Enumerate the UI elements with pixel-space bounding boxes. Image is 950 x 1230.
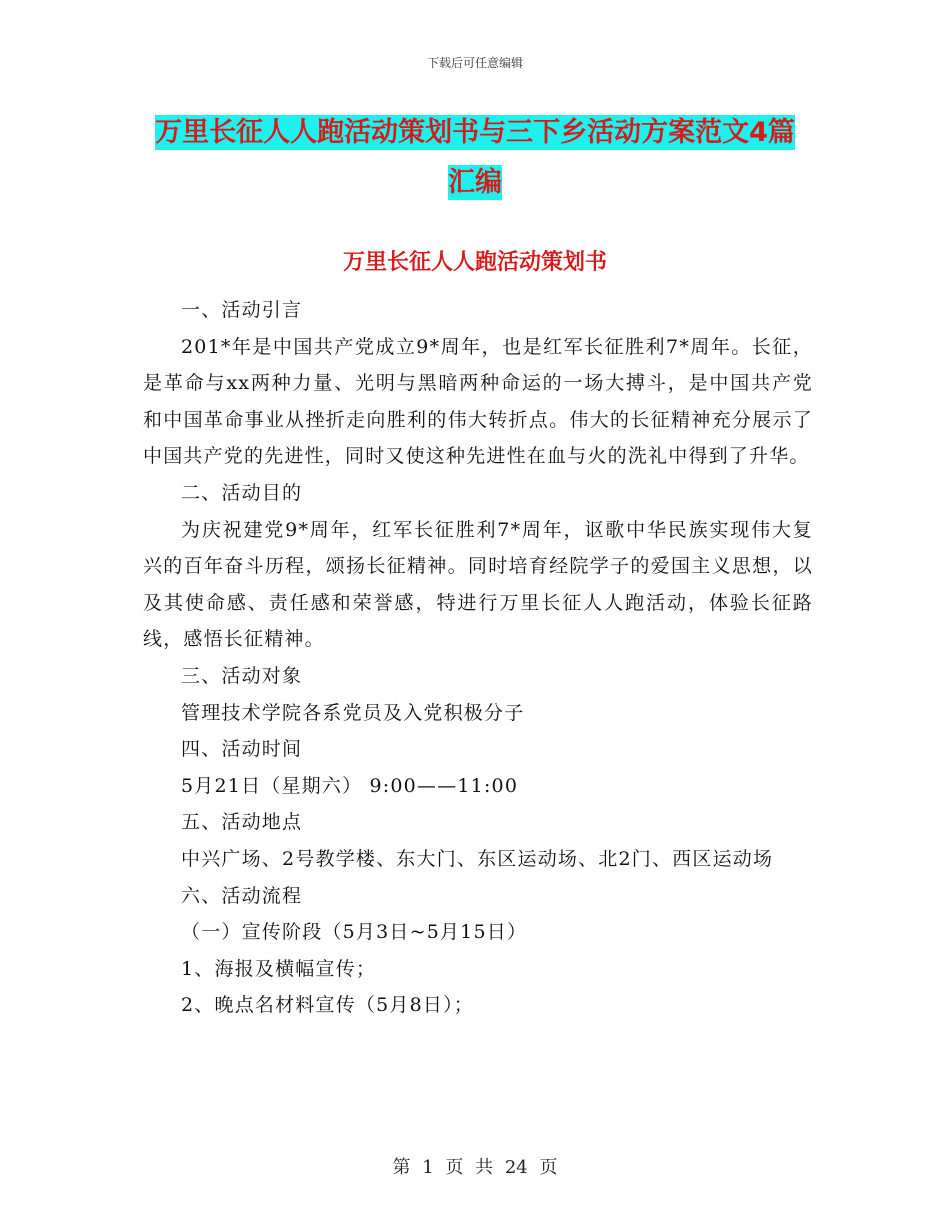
header-note: 下载后可任意编辑 [426,56,523,70]
page-number: 第 1 页 共 24 页 [392,1157,558,1178]
list-item-rollcall: 2、晚点名材料宣传（5月8日）； [181,994,474,1017]
heading-participants: 三、活动对象 [181,664,303,687]
paragraph-purpose: 为庆祝建党9*周年，红军长征胜利7*周年，讴歌中华民族实现伟大复兴的百年奋斗历程，颂扬长征精神。同时培育经院学子的爱国主义思想，以及其使命感、责任感和荣誉感，特进行万里长征人人跑活动，体验长征路线，感悟长征精神。 [143,518,813,651]
paragraph-time: 5月21日（星期六） 9:00——11:00 [181,774,519,797]
heading-process: 六、活动流程 [181,884,303,907]
paragraph-location: 中兴广场、2号教学楼、东大门、东区运动场、北2门、西区运动场 [181,847,774,870]
heading-purpose: 二、活动目的 [181,481,303,504]
document-body [143,292,813,1024]
document-title [150,108,800,208]
subheading-promotion: （一）宣传阶段（5月3日~5月15日） [181,921,528,944]
paragraph-participants: 管理技术学院各系党员及入党积极分子 [181,701,525,724]
paragraph-introduction: 201*年是中国共产党成立9*周年，也是红军长征胜利7*周年。长征，是革命与xx两种力量、光明与黑暗两种命运的一场大搏斗，是中国共产党和中国革命事业从挫折走向胜利的伟大转折点。伟大的长征精神充分展示了中国共产党的先进性，同时又使这种先进性在血与火的洗礼中得到了升华。 [143,335,813,468]
document-title-text: 万里长征人人跑活动策划书与三下乡活动方案范文4篇汇编 [155,117,795,198]
heading-time: 四、活动时间 [181,738,303,761]
heading-introduction: 一、活动引言 [181,299,303,321]
section-title: 万里长征人人跑活动策划书 [342,250,607,275]
heading-location: 五、活动地点 [181,811,303,834]
list-item-posters: 1、海报及横幅宣传； [181,957,377,980]
